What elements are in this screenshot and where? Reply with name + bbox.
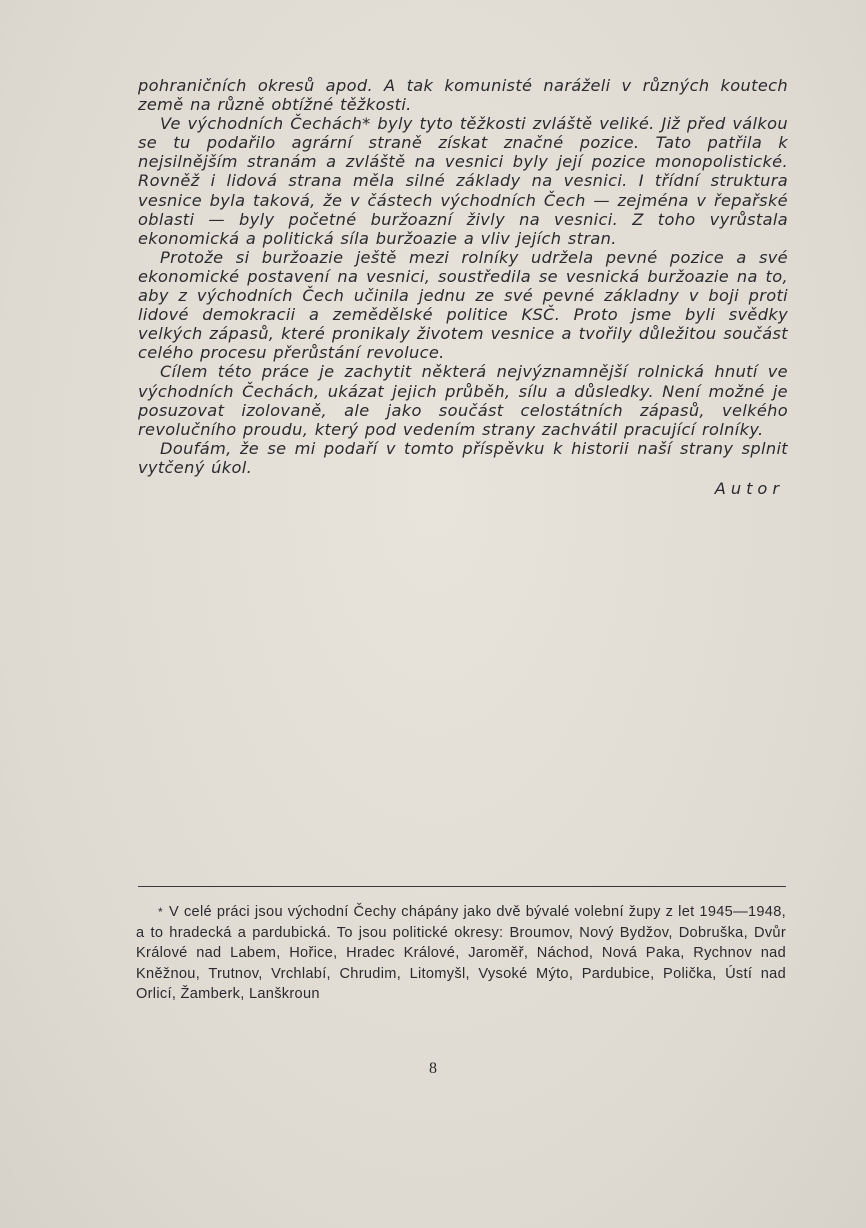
paragraph-5: Doufám, že se mi podaří v tomto příspěvku k historii naší strany splnit vytčený úkol. <box>138 438 788 477</box>
main-text-block <box>138 76 788 498</box>
footnote-text: V celé práci jsou východní Čechy chápány jako dvě bývalé volební župy z let 1945—1948, a to hradecká a pardubická. To jsou politické okresy: Broumov, Nový Bydžov, Dobruška, Dvůr Králové nad Labem, Hořice, Hradec Králové, Jaroměř, Náchod, Nová Paka, Rychnov nad Kněžnou, Trutnov, Vrchlabí, Chrudim, Litomyšl, Vysoké Mýto, Pardubice, Polička, Ústí nad Orlicí, Žamberk, Lanškroun <box>136 904 786 1003</box>
footnote-divider <box>138 886 786 887</box>
footnote <box>136 902 786 1005</box>
paragraph-2: Ve východních Čechách* byly tyto těžkosti zvláště veliké. Již před válkou se tu podařilo agrární straně získat značné pozice. Tato patřila k nejsilnějším stranám a zvláště na vesnici byly její pozice monopolistické. Rovněž i lidová strana měla silné základy na vesnici. I třídní struktura vesnice byla taková, že v částech východních Čech — zejména v řepařské oblasti — byly početné buržoazní živly na vesnici. Z toho vyrůstala ekonomická a politická síla buržoazie a vliv jejích stran. <box>138 114 788 248</box>
page-number: 8 <box>429 1060 437 1077</box>
footnote-marker: * <box>158 905 163 919</box>
paragraph-1: pohraničních okresů apod. A tak komunisté naráželi v různých koutech země na různě obtížné těžkosti. <box>138 76 788 115</box>
author-signature: Autor <box>714 478 784 498</box>
paragraph-4: Cílem této práce je zachytit některá nejvýznamnější rolnická hnutí ve východních Čechách, ukázat jejich průběh, sílu a důsledky. Není možné je posuzovat izolovaně, ale jako součást celostátních zápasů, velkého revolučního proudu, který pod vedením strany zachvátil pracující rolníky. <box>138 362 788 439</box>
paragraph-3: Protože si buržoazie ještě mezi rolníky udržela pevné pozice a své ekonomické postavení na vesnici, soustředila se vesnická buržoazie na to, aby z východních Čech učinila jednu ze své pevné základny v boji proti lidové demokracii a zemědělské politice KSČ. Proto jsme byli svědky velkých zápasů, které pronikaly životem vesnice a tvořily důležitou součást celého procesu přerůstání revoluce. <box>138 247 788 363</box>
